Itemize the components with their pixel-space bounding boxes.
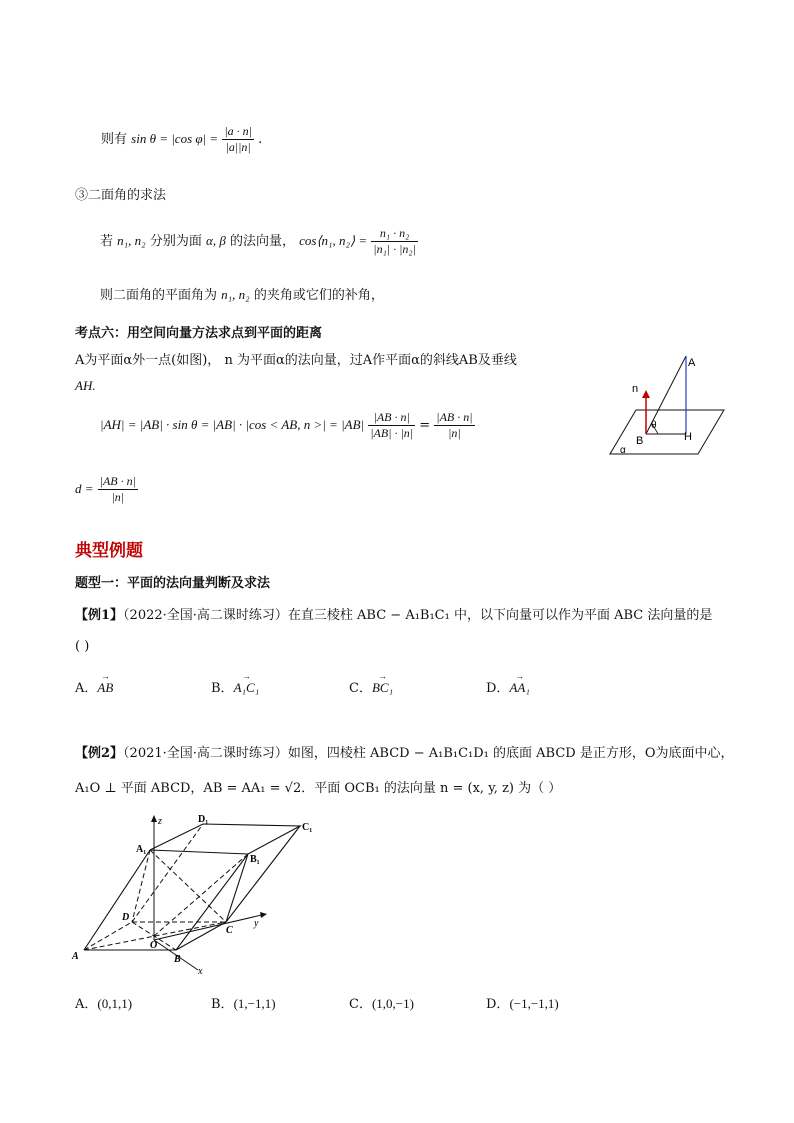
axis-y (154, 914, 266, 940)
type1-heading: 题型一：平面的法向量判断及求法 (75, 576, 271, 591)
kaodian6-desc2: AH. (75, 378, 96, 393)
option-value: (−1,−1,1) (509, 996, 559, 1011)
normal-arrow-head (642, 390, 650, 398)
fraction-denominator: |n| (448, 426, 461, 440)
option-value: → AB (97, 680, 113, 696)
example1-option-b[interactable] (211, 677, 259, 696)
example2-text1 (75, 745, 734, 763)
label-b: B (636, 435, 644, 447)
section3-line2 (100, 286, 384, 305)
option-value: (0,1,1) (97, 996, 133, 1011)
period: . (258, 132, 263, 147)
equals: = (419, 418, 431, 433)
fraction-denominator: |n₁| · |n₂| (373, 242, 416, 256)
label-c: C (226, 925, 233, 936)
edge-bb1 (176, 854, 248, 950)
label-alpha: α (620, 445, 626, 456)
option-label: A． (75, 681, 98, 696)
option-value: (1,−1,1) (233, 996, 276, 1011)
label-a: A (688, 357, 696, 369)
fraction-numerator: |AB · n| (373, 410, 410, 424)
option-label: D． (486, 681, 510, 696)
top-face (150, 824, 300, 854)
text: 分别为面 (149, 234, 202, 249)
segment-a1c (150, 850, 226, 922)
label-n: n (632, 383, 639, 395)
fraction-numerator: |AB · n| (99, 474, 136, 488)
normal-vectors: n₁, n₂ (221, 287, 250, 302)
example2-option-b[interactable] (211, 993, 276, 1012)
text: 的法向量， (229, 234, 295, 249)
kaodian6-desc1: A为平面α外一点(如图)， n 为平面α的法向量，过A作平面α的斜线AB及垂线 (75, 353, 517, 368)
d-lhs: d = (75, 481, 94, 496)
label-c1: C₁ (302, 822, 313, 833)
option-label: C． (349, 681, 372, 696)
option-label: B． (211, 997, 234, 1012)
example1-option-c[interactable] (349, 677, 393, 696)
example1-option-d[interactable] (486, 677, 530, 696)
prism-figure (70, 812, 330, 980)
section3-heading: ③二面角的求法 (75, 188, 167, 203)
fraction (371, 226, 418, 257)
label-b: B (174, 954, 181, 965)
option-value: → A₁C₁ (234, 680, 260, 696)
example2-text2: A₁O ⊥ 平面 ABCD，AB = AA₁ = √2．平面 OCB₁ 的法向量 n = (x, y, z) 为（ ） (75, 781, 562, 796)
text: 则二面角的平面角为 (100, 288, 218, 303)
formula-lhs: sin θ = |cos φ| = (131, 131, 219, 146)
option-value: (1,0,−1) (371, 996, 414, 1011)
fraction-1 (368, 410, 415, 441)
option-label: D． (486, 997, 510, 1012)
fraction-denominator: |AB| · |n| (370, 426, 414, 440)
edge-dd1 (132, 824, 203, 922)
planes: α, β (206, 233, 226, 248)
sin-theta-formula (101, 124, 262, 155)
example2-tag: 【例2】 (75, 746, 124, 761)
normal-vectors: n₁, n₂ (117, 233, 146, 248)
plane-alpha (610, 410, 724, 454)
example1-question: （2022·全国·高二课时练习）在直三棱柱 ABC − A₁B₁C₁ 中，以下向量可以作为平面 ABC 法向量的是 (123, 608, 713, 623)
section3-line1 (100, 226, 418, 257)
example2-option-c[interactable] (349, 993, 414, 1012)
label-b1: B₁ (250, 854, 260, 865)
example1-paren: ( ) (75, 639, 90, 654)
distance-formula (75, 474, 138, 505)
cos-lhs: cos⟨n₁, n₂⟩ = (299, 233, 368, 248)
label-o: O (150, 940, 158, 951)
text: 若 (100, 234, 114, 249)
option-label: C． (349, 997, 372, 1012)
option-value: → AA₁ (509, 680, 529, 696)
example1-tag: 【例1】 (75, 608, 124, 623)
edge-bc (176, 922, 226, 950)
option-value: → BC₁ (372, 680, 393, 696)
label-d: D (122, 912, 130, 923)
label-h: H (684, 431, 692, 443)
label-z: z (158, 816, 162, 827)
text: 的夹角或它们的补角， (253, 288, 384, 303)
example2-option-a[interactable] (75, 993, 132, 1012)
fraction-numerator: n₁ · n₂ (379, 226, 410, 240)
distance-figure (606, 352, 730, 458)
fraction-numerator: |AB · n| (436, 410, 473, 424)
fraction-2 (434, 410, 474, 441)
label-d1: D₁ (198, 814, 209, 825)
fraction-denominator: |a||n| (225, 140, 251, 154)
label-a1: A₁ (136, 844, 147, 855)
example2-option-d[interactable] (486, 993, 559, 1012)
edge-cc1 (226, 826, 300, 922)
label-a: A (72, 951, 79, 962)
fraction (98, 474, 138, 505)
edge-aa1 (84, 850, 150, 950)
fraction-numerator: |a · n| (224, 124, 252, 138)
fraction (222, 124, 254, 155)
example1-text (75, 607, 712, 625)
option-label: B． (211, 681, 234, 696)
formula-left: |AH| = |AB| · sin θ = |AB| · |cos < AB, n >| = |AB| (100, 417, 365, 432)
segment-ob1 (154, 854, 248, 936)
example1-option-a[interactable] (75, 677, 113, 696)
segment-a1d (132, 850, 150, 922)
segment-b1c (226, 854, 248, 922)
distance-derivation (100, 410, 475, 441)
option-label: A． (75, 997, 98, 1012)
text-prefix: 则有 (101, 132, 128, 147)
kaodian6-heading: 考点六：用空间向量方法求点到平面的距离 (75, 326, 323, 341)
label-theta: θ (651, 420, 657, 431)
label-x: x (198, 966, 203, 977)
label-y: y (254, 918, 259, 929)
typical-examples-title: 典型例题 (75, 541, 143, 561)
fraction-denominator: |n| (111, 490, 125, 504)
example2-question-line1: （2021·全国·高二课时练习）如图，四棱柱 ABCD − A₁B₁C₁D₁ 的底面 ABCD 是正方形，O为底面中心， (123, 746, 734, 761)
edge-ad (84, 922, 132, 950)
